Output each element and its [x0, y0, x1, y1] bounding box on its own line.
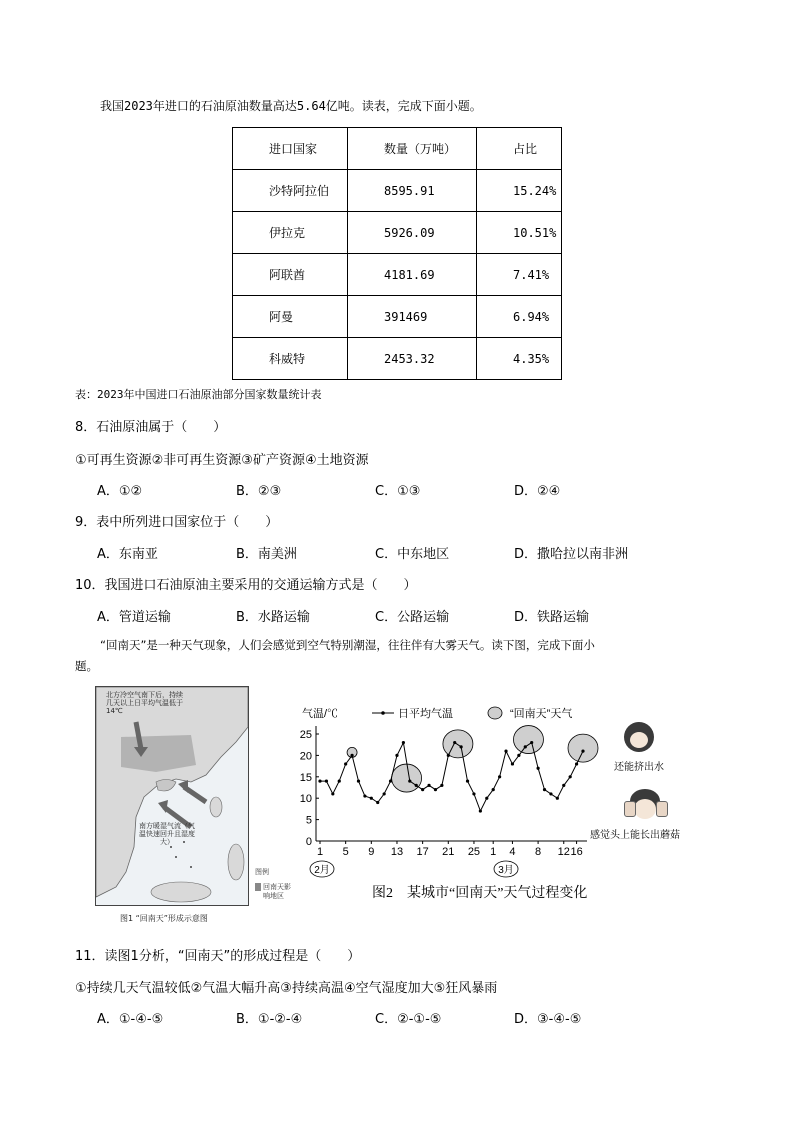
- highlight-ellipse: [392, 764, 422, 792]
- data-point: [395, 754, 398, 757]
- meme-face-bottom: [624, 789, 666, 823]
- legend-label: 回南天影响地区: [263, 883, 291, 900]
- data-point: [472, 792, 475, 795]
- data-point: [549, 792, 552, 795]
- cell-country: 阿曼: [233, 296, 348, 338]
- map-graphic: [96, 687, 248, 905]
- cell-country: 科威特: [233, 338, 348, 380]
- data-point: [440, 784, 443, 787]
- header-quantity: 数量（万吨）: [348, 128, 477, 170]
- highlight-ellipse: [568, 734, 598, 762]
- data-point: [536, 767, 539, 770]
- y-tick-label: 10: [299, 793, 312, 806]
- y-axis-label: 气温/℃: [302, 708, 339, 720]
- x-tick-label: 4: [509, 846, 516, 858]
- data-point: [338, 779, 341, 782]
- x-tick-label: 16: [570, 846, 583, 858]
- data-point: [408, 779, 411, 782]
- data-point: [350, 754, 353, 757]
- cell-country: 阿联酋: [233, 254, 348, 296]
- figure1-map: [95, 686, 249, 906]
- x-tick-label: 25: [467, 846, 481, 858]
- table-row: [233, 296, 562, 338]
- q8-items: ①可再生资源②非可再生资源③矿产资源④土地资源: [75, 453, 369, 468]
- option-c[interactable]: C．①③: [375, 484, 421, 499]
- x-tick-label: 9: [368, 846, 375, 858]
- option-d[interactable]: D．铁路运输: [514, 610, 590, 625]
- x-tick-label: 12: [557, 846, 570, 858]
- data-point: [498, 775, 501, 778]
- data-point: [575, 762, 578, 765]
- data-point: [383, 792, 386, 795]
- legend-title: 图例: [255, 868, 269, 876]
- figure1-caption: 图1 “回南天”形成示意图: [120, 914, 208, 923]
- data-point: [434, 788, 437, 791]
- data-point: [466, 779, 469, 782]
- legend-highlight-label: “回南天”天气: [510, 708, 573, 720]
- data-point: [569, 775, 572, 778]
- highlight-ellipse: [443, 730, 473, 758]
- option-d[interactable]: D．②④: [514, 484, 561, 499]
- y-tick-label: 5: [305, 814, 312, 827]
- y-tick-label: 0: [305, 836, 312, 848]
- y-tick-label: 20: [299, 750, 312, 763]
- table-row: [233, 254, 562, 296]
- data-point: [447, 754, 450, 757]
- data-point: [524, 745, 527, 748]
- x-tick-label: 21: [442, 846, 455, 858]
- data-point: [562, 784, 565, 787]
- month-label: 2月: [314, 865, 330, 876]
- q11-items: ①持续几天气温较低②气温大幅升高③持续高温④空气湿度加大⑤狂风暴雨: [75, 981, 498, 996]
- cell-quantity: 2453.32: [348, 338, 477, 380]
- q11-options: [97, 1008, 653, 1027]
- cell-share: 6.94%: [477, 296, 562, 338]
- cell-share: 4.35%: [477, 338, 562, 380]
- data-point: [581, 750, 584, 753]
- cell-quantity: 5926.09: [348, 212, 477, 254]
- data-point: [376, 801, 379, 804]
- data-point: [511, 762, 514, 765]
- option-b[interactable]: B．南美洲: [236, 547, 297, 562]
- option-c[interactable]: C．公路运输: [375, 610, 450, 625]
- option-b[interactable]: B．①-②-④: [236, 1012, 303, 1027]
- cell-country: 伊拉克: [233, 212, 348, 254]
- data-point: [389, 779, 392, 782]
- cell-country: 沙特阿拉伯: [233, 170, 348, 212]
- cell-quantity: 8595.91: [348, 170, 477, 212]
- option-c[interactable]: C．②-①-⑤: [375, 1012, 442, 1027]
- q8-options: [97, 480, 653, 499]
- data-point: [370, 797, 373, 800]
- map-label-south: 南方暖湿气流（气温快速回升且湿度大）: [139, 822, 195, 846]
- option-d[interactable]: D．③-④-⑤: [514, 1012, 582, 1027]
- intro-text: 我国2023年进口的石油原油数量高达5.64亿吨。读表，完成下面小题。: [100, 99, 482, 113]
- option-c[interactable]: C．中东地区: [375, 547, 450, 562]
- figure1-legend: [255, 868, 293, 901]
- meme-top-text: 还能挤出水: [614, 762, 664, 773]
- figure2-chart: [298, 700, 608, 900]
- header-country: 进口国家: [233, 128, 348, 170]
- data-point: [427, 784, 430, 787]
- y-tick-label: 25: [299, 729, 312, 741]
- data-point: [453, 741, 456, 744]
- option-a[interactable]: A．①-④-⑤: [97, 1012, 164, 1027]
- x-tick-label: 1: [316, 846, 324, 858]
- data-point: [318, 779, 321, 782]
- cell-share: 15.24%: [477, 170, 562, 212]
- highlight-ellipse: [513, 726, 543, 754]
- data-point: [331, 792, 334, 795]
- option-a[interactable]: A．①②: [97, 484, 143, 499]
- option-b[interactable]: B．水路运输: [236, 610, 310, 625]
- data-point: [492, 788, 495, 791]
- q11-stem: 11．读图1分析，“回南天”的形成过程是（ ）: [75, 949, 361, 964]
- legend-swatch-icon: [255, 883, 261, 891]
- q10-options: [97, 606, 653, 625]
- table-caption: 表：2023年中国进口石油原油部分国家数量统计表: [75, 388, 322, 401]
- meme-face-top: [624, 722, 654, 752]
- data-point: [517, 754, 520, 757]
- cell-quantity: 4181.69: [348, 254, 477, 296]
- table-row: [233, 212, 562, 254]
- data-point: [556, 797, 559, 800]
- data-point: [344, 762, 347, 765]
- data-point: [504, 750, 507, 753]
- q9-stem: 9．表中所列进口国家位于（ ）: [75, 515, 279, 530]
- figure2-title: 图2 某城市“回南天”天气过程变化: [372, 886, 588, 901]
- month-label: 3月: [498, 865, 514, 876]
- option-d[interactable]: D．撒哈拉以南非洲: [514, 547, 629, 562]
- header-share: 占比: [477, 128, 562, 170]
- option-b[interactable]: B．②③: [236, 484, 282, 499]
- data-point: [460, 745, 463, 748]
- data-point: [325, 779, 328, 782]
- q9-options: [97, 543, 653, 562]
- data-point: [415, 784, 418, 787]
- option-a[interactable]: A．管道运输: [97, 610, 171, 625]
- x-tick-label: 1: [490, 846, 497, 858]
- oil-import-table: [232, 127, 562, 380]
- chart-svg: [298, 700, 608, 900]
- legend-series-label: 日平均气温: [398, 708, 453, 720]
- data-point: [402, 741, 405, 744]
- intro2-line1: “回南天”是一种天气现象，人们会感觉到空气特别潮湿，往往伴有大雾天气。读下图，完成下面小: [100, 638, 595, 652]
- cell-share: 7.41%: [477, 254, 562, 296]
- table-header-row: [233, 128, 562, 170]
- q10-stem: 10．我国进口石油原油主要采用的交通运输方式是（ ）: [75, 578, 417, 593]
- data-point: [363, 794, 366, 797]
- meme-bottom-text: 感觉头上能长出蘑菇: [590, 830, 680, 841]
- data-point: [543, 788, 546, 791]
- y-tick-label: 15: [299, 771, 312, 784]
- x-tick-label: 5: [342, 846, 349, 858]
- legend-marker-icon: [381, 711, 385, 715]
- table-row: [233, 170, 562, 212]
- intro2-line2: 题。: [75, 659, 98, 673]
- x-tick-label: 17: [416, 846, 429, 858]
- legend-ellipse-icon: [488, 707, 502, 719]
- data-point: [421, 788, 424, 791]
- x-tick-label: 8: [535, 846, 542, 858]
- q8-stem: 8．石油原油属于（ ）: [75, 420, 227, 435]
- cell-share: 10.51%: [477, 212, 562, 254]
- x-tick-label: 13: [390, 846, 404, 858]
- data-point: [357, 779, 360, 782]
- data-point: [530, 741, 533, 744]
- option-a[interactable]: A．东南亚: [97, 547, 158, 562]
- data-point: [479, 809, 482, 812]
- table-row: [233, 338, 562, 380]
- cell-quantity: 391469: [348, 296, 477, 338]
- data-point: [485, 797, 488, 800]
- map-label-north: 北方冷空气南下后，持续几天以上日平均气温低于14℃: [106, 691, 183, 715]
